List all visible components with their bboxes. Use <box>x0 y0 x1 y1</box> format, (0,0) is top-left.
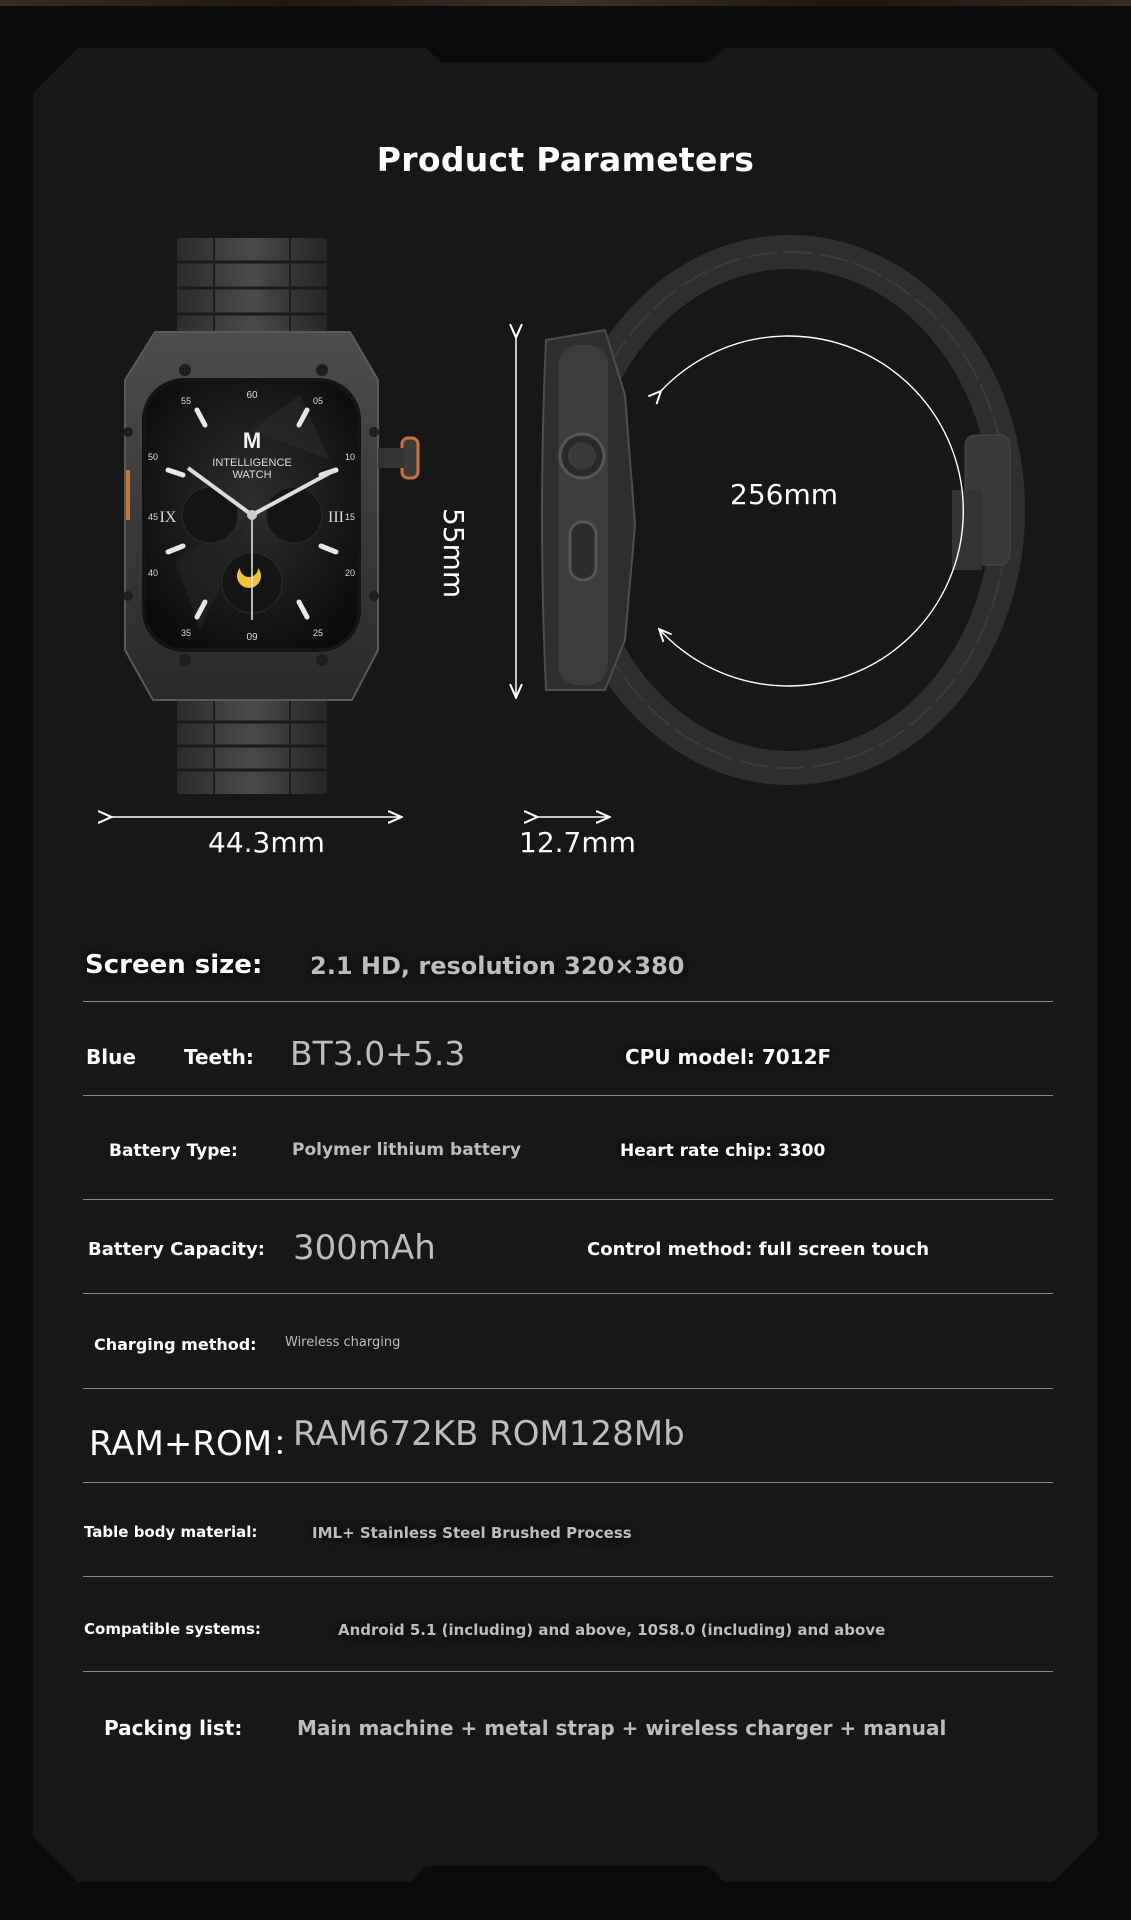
strap-length-label: 256mm <box>730 478 838 511</box>
numeral-20: 20 <box>344 568 356 578</box>
control-method: Control method: full screen touch <box>587 1239 930 1260</box>
product-illustration <box>0 0 1131 900</box>
numeral-40: 40 <box>147 568 159 578</box>
cpu-model: CPU model: 7012F <box>625 1045 832 1069</box>
numeral-15: 15 <box>344 512 356 522</box>
packing-list-label: Packing list: <box>104 1716 243 1740</box>
divider <box>83 1671 1053 1672</box>
front-strap-top <box>177 238 327 336</box>
front-strap-bottom <box>177 698 327 794</box>
screen-size-label: Screen size: <box>85 950 263 980</box>
compatible-systems-value: Android 5.1 (including) and above, 10S8.0 (including) and above <box>338 1621 886 1639</box>
numeral-35: 35 <box>180 628 192 638</box>
ram-rom-value: RAM672KB ROM128Mb <box>293 1414 685 1454</box>
numeral-iii: III <box>328 509 344 526</box>
bluetooth-value: BT3.0+5.3 <box>290 1034 466 1073</box>
bluetooth-label-b: Teeth: <box>184 1045 254 1069</box>
side-button <box>570 522 596 580</box>
divider <box>83 1576 1053 1577</box>
thickness-label: 12.7mm <box>519 826 636 859</box>
divider <box>83 1293 1053 1294</box>
brand-line-2: WATCH <box>232 469 272 481</box>
numeral-09: 09 <box>246 632 258 643</box>
divider <box>83 1482 1053 1483</box>
charging-method-value: Wireless charging <box>285 1335 401 1350</box>
charging-method-label: Charging method: <box>94 1335 257 1354</box>
screen-size-value: 2.1 HD, resolution 320×380 <box>310 952 685 980</box>
page-title: Product Parameters <box>376 140 755 179</box>
numeral-45: 45 <box>147 512 159 522</box>
divider <box>83 1001 1053 1002</box>
divider <box>83 1199 1053 1200</box>
numeral-ix: IX <box>159 509 177 526</box>
height-label: 55mm <box>437 508 470 599</box>
battery-type-label: Battery Type: <box>109 1141 238 1161</box>
bluetooth-label-a: Blue <box>86 1045 136 1069</box>
heart-rate-chip: Heart rate chip: 3300 <box>620 1141 826 1161</box>
numeral-60: 60 <box>246 390 258 401</box>
brand-logo: M <box>242 428 262 453</box>
packing-list-value: Main machine + metal strap + wireless charger + manual <box>297 1716 947 1740</box>
material-label: Table body material: <box>84 1523 258 1541</box>
numeral-50: 50 <box>147 452 159 462</box>
battery-capacity-value: 300mAh <box>293 1228 436 1268</box>
numeral-25: 25 <box>312 628 324 638</box>
brand-line-1: INTELLIGENCE <box>212 457 292 469</box>
battery-capacity-label: Battery Capacity: <box>88 1239 265 1260</box>
numeral-10: 10 <box>344 452 356 462</box>
ram-rom-label: RAM+ROM： <box>89 1424 307 1464</box>
battery-type-value: Polymer lithium battery <box>292 1140 521 1160</box>
numeral-55: 55 <box>180 396 192 406</box>
divider <box>83 1095 1053 1096</box>
width-label: 44.3mm <box>208 826 325 859</box>
crown <box>402 438 418 478</box>
material-value: IML+ Stainless Steel Brushed Process <box>312 1524 632 1542</box>
compatible-systems-label: Compatible systems: <box>84 1620 261 1638</box>
numeral-05: 05 <box>312 396 324 406</box>
strap-arc-arrow <box>660 336 963 686</box>
divider <box>83 1388 1053 1389</box>
